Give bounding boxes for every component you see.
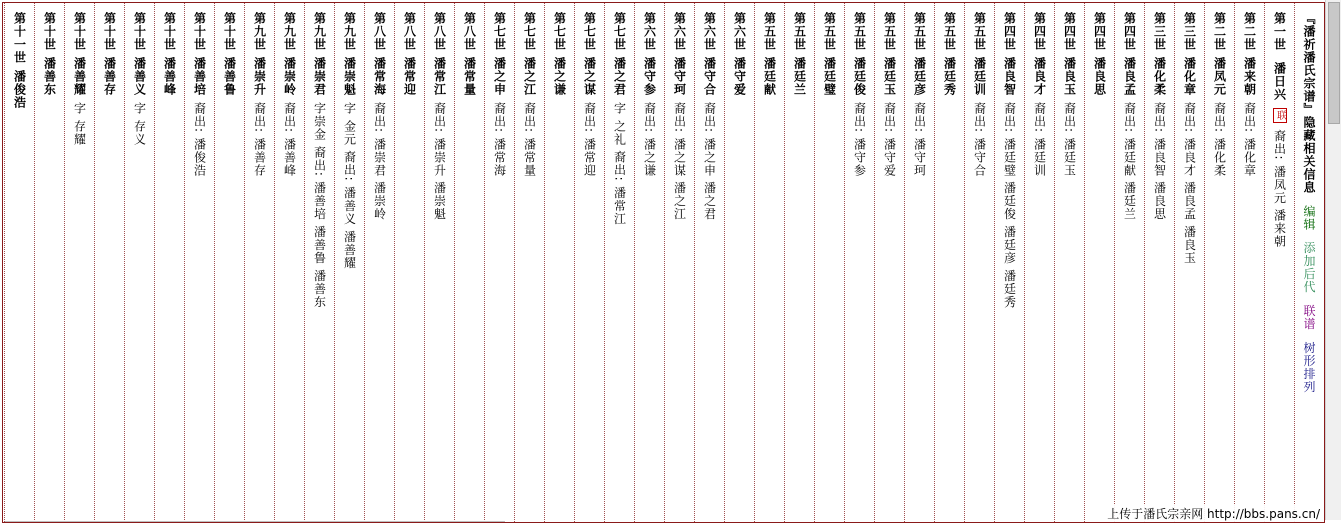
generation-label: 第五世 bbox=[912, 12, 927, 51]
genealogy-entry-column bbox=[634, 3, 664, 522]
genealogy-entry-column bbox=[574, 3, 604, 522]
genealogy-entry-column bbox=[214, 3, 244, 522]
person-details: 裔出: 潘崇君 潘崇岭 bbox=[372, 102, 387, 221]
genealogy-entry-column bbox=[334, 3, 364, 522]
person-name[interactable]: 潘常江 bbox=[432, 57, 447, 96]
header-column bbox=[1294, 3, 1324, 522]
genealogy-entry-column bbox=[784, 3, 814, 522]
genealogy-entry-column bbox=[874, 3, 904, 522]
generation-label: 第六世 bbox=[642, 12, 657, 51]
person-details: 裔出: 潘守参 bbox=[852, 102, 867, 177]
genealogy-entry-column bbox=[934, 3, 964, 522]
generation-label: 第五世 bbox=[792, 12, 807, 51]
person-name[interactable]: 潘化柔 bbox=[1152, 57, 1167, 96]
genealogy-entry-column bbox=[94, 3, 124, 522]
person-name[interactable]: 潘善耀 bbox=[72, 57, 87, 96]
generation-label: 第五世 bbox=[852, 12, 867, 51]
generation-label: 第八世 bbox=[402, 12, 417, 51]
person-details: 裔出: 潘守合 bbox=[972, 102, 987, 177]
generation-label: 第二世 bbox=[1242, 12, 1257, 51]
generation-label: 第一世 bbox=[1272, 12, 1287, 51]
page-title: 『潘祈潘氏宗谱』隐藏相关信息 bbox=[1302, 12, 1316, 194]
genealogy-entry-column bbox=[394, 3, 424, 522]
person-details: 字 存耀 bbox=[72, 102, 87, 146]
person-details: 裔出: 潘之谦 bbox=[642, 102, 657, 177]
genealogy-entry-column bbox=[244, 3, 274, 522]
horizontal-scrollbar[interactable] bbox=[5, 521, 505, 523]
person-name[interactable]: 潘良思 bbox=[1092, 57, 1107, 96]
person-name[interactable]: 潘良孟 bbox=[1122, 57, 1137, 96]
edit-link[interactable]: 编辑 bbox=[1302, 204, 1316, 231]
generation-label: 第六世 bbox=[732, 12, 747, 51]
generation-label: 第五世 bbox=[822, 12, 837, 51]
person-name[interactable]: 潘守参 bbox=[642, 57, 657, 96]
person-name[interactable]: 潘廷秀 bbox=[942, 57, 957, 96]
generation-label: 第十世 bbox=[102, 12, 117, 51]
link-badge[interactable]: 联 bbox=[1274, 109, 1286, 121]
person-name[interactable]: 潘崇岭 bbox=[282, 57, 297, 96]
genealogy-entry-column bbox=[904, 3, 934, 522]
person-details: 字崇金 裔出: 潘善培 潘善鲁 潘善东 bbox=[312, 102, 327, 309]
person-details: 裔出: 潘崇升 潘崇魁 bbox=[432, 102, 447, 221]
genealogy-entry-column bbox=[34, 3, 64, 522]
person-details: 裔出: 潘常海 bbox=[492, 102, 507, 177]
watermark-text: 上传于潘氏宗亲网 http://bbs.pans.cn/ bbox=[1104, 505, 1323, 522]
person-name[interactable]: 潘廷兰 bbox=[792, 57, 807, 96]
person-name[interactable]: 潘常量 bbox=[462, 57, 477, 96]
person-name[interactable]: 潘化章 bbox=[1182, 57, 1197, 96]
generation-label: 第九世 bbox=[342, 12, 357, 51]
genealogy-entry-column bbox=[1144, 3, 1174, 522]
generation-label: 第七世 bbox=[552, 12, 567, 51]
generation-label: 第四世 bbox=[1062, 12, 1077, 51]
person-name[interactable]: 潘善东 bbox=[42, 57, 57, 96]
generation-label: 第十一世 bbox=[12, 12, 27, 64]
generation-label: 第八世 bbox=[462, 12, 477, 51]
person-details: 裔出: 潘守爱 bbox=[882, 102, 897, 177]
generation-label: 第六世 bbox=[672, 12, 687, 51]
generation-label: 第九世 bbox=[252, 12, 267, 51]
generation-label: 第十世 bbox=[132, 12, 147, 51]
generation-label: 第七世 bbox=[582, 12, 597, 51]
descendants-label: 裔出: bbox=[1272, 129, 1287, 161]
genealogy-entry-column bbox=[664, 3, 694, 522]
person-name[interactable]: 潘之申 bbox=[492, 57, 507, 96]
genealogy-entry-column bbox=[1174, 3, 1204, 522]
person-name[interactable]: 潘来朝 bbox=[1242, 57, 1257, 96]
generation-label: 第四世 bbox=[1122, 12, 1137, 51]
person-name[interactable]: 潘廷献 bbox=[762, 57, 777, 96]
genealogy-entry-column bbox=[724, 3, 754, 522]
generation-label: 第五世 bbox=[942, 12, 957, 51]
genealogy-entry-column bbox=[604, 3, 634, 522]
generation-label: 第十世 bbox=[192, 12, 207, 51]
generation-label: 第四世 bbox=[1032, 12, 1047, 51]
genealogy-entry-column bbox=[1084, 3, 1114, 522]
generation-label: 第三世 bbox=[1152, 12, 1167, 51]
person-name[interactable]: 潘之君 bbox=[612, 57, 627, 96]
descendants-list: 潘凤元 潘来朝 bbox=[1272, 165, 1287, 249]
generation-label: 第九世 bbox=[312, 12, 327, 51]
genealogy-entry-column bbox=[304, 3, 334, 522]
root-entry-column bbox=[1264, 3, 1294, 522]
person-name[interactable]: 潘之江 bbox=[522, 57, 537, 96]
genealogy-entry-column bbox=[694, 3, 724, 522]
genealogy-entry-column bbox=[424, 3, 454, 522]
generation-label: 第七世 bbox=[492, 12, 507, 51]
genealogy-entry-column bbox=[814, 3, 844, 522]
generation-label: 第四世 bbox=[1002, 12, 1017, 51]
genealogy-entry-column bbox=[514, 3, 544, 522]
person-name[interactable]: 潘廷训 bbox=[972, 57, 987, 96]
person-details: 裔出: 潘良才 潘良孟 潘良玉 bbox=[1182, 102, 1197, 265]
person-name[interactable]: 潘崇升 bbox=[252, 57, 267, 96]
person-details: 裔出: 潘廷璧 潘廷俊 潘廷彦 潘廷秀 bbox=[1002, 102, 1017, 309]
person-details: 裔出: 潘廷献 潘廷兰 bbox=[1122, 102, 1137, 221]
genealogy-entry-column bbox=[994, 3, 1024, 522]
person-name[interactable]: 潘崇君 bbox=[312, 57, 327, 96]
person-name[interactable]: 潘日兴 bbox=[1272, 61, 1287, 101]
person-details: 字 金元 裔出: 潘善义 潘善耀 bbox=[342, 102, 357, 270]
generation-label: 第十世 bbox=[162, 12, 177, 51]
person-name[interactable]: 潘守珂 bbox=[672, 57, 687, 96]
genealogy-entry-column bbox=[124, 3, 154, 522]
person-name[interactable]: 潘良才 bbox=[1032, 57, 1047, 96]
genealogy-entry-column bbox=[154, 3, 184, 522]
genealogy-entry-column bbox=[844, 3, 874, 522]
scroll-thumb[interactable] bbox=[1328, 2, 1340, 124]
person-name[interactable]: 潘常迎 bbox=[402, 57, 417, 96]
person-name[interactable]: 潘善义 bbox=[132, 57, 147, 96]
genealogy-entry-column bbox=[1054, 3, 1084, 522]
person-name[interactable]: 潘良玉 bbox=[1062, 57, 1077, 96]
genealogy-entry-column bbox=[484, 3, 514, 522]
person-name[interactable]: 潘廷俊 bbox=[852, 57, 867, 96]
generation-label: 第三世 bbox=[1182, 12, 1197, 51]
generation-label: 第七世 bbox=[612, 12, 627, 51]
person-name[interactable]: 潘善存 bbox=[102, 57, 117, 96]
genealogy-entry-column bbox=[1204, 3, 1234, 522]
generation-label: 第四世 bbox=[1092, 12, 1107, 51]
person-details: 裔出: 潘之谋 潘之江 bbox=[672, 102, 687, 221]
person-name[interactable]: 潘廷玉 bbox=[882, 57, 897, 96]
add-descendant-link[interactable]: 添加后代 bbox=[1302, 241, 1316, 294]
genealogy-entry-column bbox=[64, 3, 94, 522]
person-details: 裔出: 潘善存 bbox=[252, 102, 267, 177]
person-details: 裔出: 潘化柔 bbox=[1212, 102, 1227, 177]
link-genealogy-link[interactable]: 联谱 bbox=[1302, 304, 1316, 331]
person-details: 裔出: 潘良智 潘良思 bbox=[1152, 102, 1167, 221]
person-name[interactable]: 潘善培 bbox=[192, 57, 207, 96]
person-name[interactable]: 潘之谦 bbox=[552, 57, 567, 96]
vertical-scrollbar[interactable] bbox=[1325, 0, 1341, 520]
person-details: 字 之礼 裔出: 潘常江 bbox=[612, 102, 627, 226]
genealogy-columns bbox=[4, 3, 1324, 522]
generation-label: 第七世 bbox=[522, 12, 537, 51]
generation-label: 第九世 bbox=[282, 12, 297, 51]
person-name[interactable]: 潘廷璧 bbox=[822, 57, 837, 96]
genealogy-entry-column bbox=[184, 3, 214, 522]
person-details: 裔出: 潘廷玉 bbox=[1062, 102, 1077, 177]
genealogy-entry-column bbox=[1024, 3, 1054, 522]
person-name[interactable]: 潘常海 bbox=[372, 57, 387, 96]
generation-label: 第二世 bbox=[1212, 12, 1227, 51]
person-details: 裔出: 潘俊浩 bbox=[192, 102, 207, 177]
genealogy-entry-column bbox=[754, 3, 784, 522]
genealogy-entry-column bbox=[964, 3, 994, 522]
person-name[interactable]: 潘善鲁 bbox=[222, 57, 237, 96]
person-details: 裔出: 潘常迎 bbox=[582, 102, 597, 177]
person-details: 裔出: 潘善峰 bbox=[282, 102, 297, 177]
genealogy-entry-column bbox=[1234, 3, 1264, 522]
genealogy-entry-column bbox=[1114, 3, 1144, 522]
genealogy-entry-column bbox=[274, 3, 304, 522]
generation-label: 第六世 bbox=[702, 12, 717, 51]
generation-label: 第五世 bbox=[882, 12, 897, 51]
person-name[interactable]: 潘守爱 bbox=[732, 57, 747, 96]
genealogy-entry-column bbox=[454, 3, 484, 522]
generation-label: 第八世 bbox=[432, 12, 447, 51]
person-details: 裔出: 潘之申 潘之君 bbox=[702, 102, 717, 221]
genealogy-entry-column bbox=[4, 3, 34, 522]
genealogy-entry-column bbox=[544, 3, 574, 522]
person-name[interactable]: 潘之谋 bbox=[582, 57, 597, 96]
person-name[interactable]: 潘守合 bbox=[702, 57, 717, 96]
person-name[interactable]: 潘俊浩 bbox=[12, 70, 27, 109]
person-name[interactable]: 潘善峰 bbox=[162, 57, 177, 96]
person-name[interactable]: 潘凤元 bbox=[1212, 57, 1227, 96]
generation-label: 第十世 bbox=[222, 12, 237, 51]
person-details: 裔出: 潘常量 bbox=[522, 102, 537, 177]
person-details: 裔出: 潘化章 bbox=[1242, 102, 1257, 177]
person-details: 裔出: 潘廷训 bbox=[1032, 102, 1047, 177]
person-name[interactable]: 潘廷彦 bbox=[912, 57, 927, 96]
genealogy-entry-column bbox=[364, 3, 394, 522]
generation-label: 第十世 bbox=[42, 12, 57, 51]
person-name[interactable]: 潘良智 bbox=[1002, 57, 1017, 96]
generation-label: 第十世 bbox=[72, 12, 87, 51]
genealogy-frame bbox=[2, 2, 1325, 523]
generation-label: 第五世 bbox=[762, 12, 777, 51]
tree-layout-link[interactable]: 树形排列 bbox=[1302, 341, 1316, 394]
person-details: 裔出: 潘守珂 bbox=[912, 102, 927, 177]
generation-label: 第五世 bbox=[972, 12, 987, 51]
generation-label: 第八世 bbox=[372, 12, 387, 51]
person-name[interactable]: 潘崇魁 bbox=[342, 57, 357, 96]
person-details: 字 存义 bbox=[132, 102, 147, 146]
